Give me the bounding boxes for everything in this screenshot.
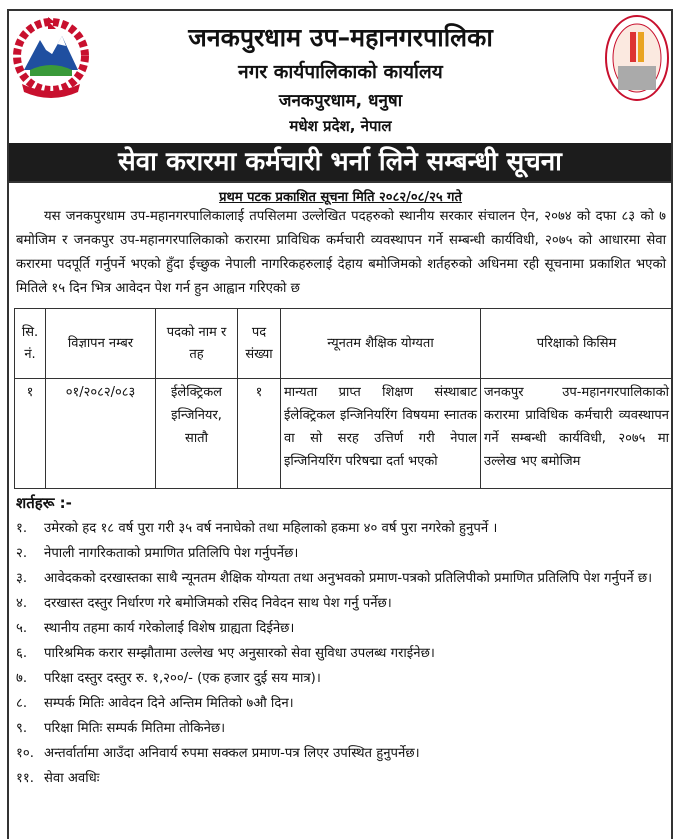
vacancy-table — [14, 308, 673, 489]
conditions-list — [16, 516, 666, 791]
publish-date: प्रथम पटक प्रकाशित सूचना मिति २०८२/०८/२५ गते — [219, 190, 462, 205]
org-name: जनकपुरधाम उप–महानगरपालिका — [188, 23, 493, 52]
condition-item — [16, 616, 666, 641]
conditions-section — [16, 490, 666, 791]
condition-number: ९. — [16, 721, 28, 736]
notice-title: सेवा करारमा कर्मचारी भर्ना लिने सम्बन्धी सूचना — [9, 143, 671, 181]
table-header-row — [15, 309, 673, 379]
cell-count: १ — [238, 379, 281, 489]
cell-exam-type: जनकपुर उप-महानगरपालिकाको करारमा प्राविधिक कर्मचारी व्यवस्थापन गर्ने सम्बन्धी कार्यविधी, २०७५ मा उल्लेख भए बमोजिम — [481, 379, 673, 489]
condition-number: ११. — [16, 771, 34, 786]
condition-text: उमेरको हद १८ वर्ष पुरा गरी ३५ वर्ष ननाघेको तथा महिलाको हकमा ४० वर्ष पुरा नगरेको हुनुपर्ने । — [44, 521, 498, 536]
cell-qualification: मान्यता प्राप्त शिक्षण संस्थाबाट ईलेक्ट्रिकल इन्जिनियरिंग विषयमा स्नातक वा सो सरह उत्तिर्ण गरी नेपाल इन्जिनियरिंग परिषद्मा दर्ता भएको — [281, 379, 481, 489]
province-name: मधेश प्रदेश, नेपाल — [289, 117, 392, 135]
condition-number: ३. — [16, 571, 28, 586]
condition-item — [16, 766, 666, 791]
condition-text: सम्पर्क मितिः आवेदन दिने अन्तिम मितिको ७औ दिन। — [44, 696, 294, 711]
condition-number: ७. — [16, 671, 28, 686]
col-header-count: पद संख्या — [238, 309, 281, 379]
condition-item — [16, 741, 666, 766]
conditions-heading: शर्तहरू :- — [16, 494, 72, 512]
condition-text: परिक्षा दस्तुर दस्तुर रु. १,२००/- (एक हजार दुई सय मात्र)। — [44, 671, 321, 686]
cell-post: ईलेक्ट्रिकल इन्जिनियर, सातौ — [156, 379, 238, 489]
condition-item — [16, 716, 666, 741]
col-header-post: पदको नाम र तह — [156, 309, 238, 379]
condition-text: नेपाली नागरिकताको प्रमाणित प्रतिलिपि पेश गर्नुपर्नेछ। — [44, 546, 299, 561]
condition-item — [16, 541, 666, 566]
cell-sn: १ — [15, 379, 46, 489]
condition-number: ५. — [16, 621, 28, 636]
condition-item — [16, 516, 666, 541]
condition-item — [16, 566, 666, 591]
condition-text: परिक्षा मितिः सम्पर्क मितिमा तोकिनेछ। — [44, 721, 226, 736]
condition-text: स्थानीय तहमा कार्य गरेकोलाई विशेष ग्राह्यता दिईनेछ। — [44, 621, 295, 636]
condition-text: सेवा अवधिः — [44, 771, 100, 786]
condition-number: ६. — [16, 646, 28, 661]
col-header-exam-type: परिक्षाको किसिम — [481, 309, 673, 379]
condition-text: अन्तर्वार्तामा आउँदा अनिवार्य रुपमा सक्कल प्रमाण-पत्र लिएर उपस्थित हुनुपर्नेछ। — [44, 746, 420, 761]
condition-number: २. — [16, 546, 28, 561]
condition-number: १. — [16, 521, 28, 536]
condition-item — [16, 691, 666, 716]
divider — [9, 181, 671, 183]
city-name: जनकपुरधाम, धनुषा — [278, 91, 403, 111]
cell-ad-number: ०१/२०८२/०८३ — [46, 379, 156, 489]
condition-number: ४. — [16, 596, 28, 611]
col-header-sn: सि. नं. — [15, 309, 46, 379]
table-row — [15, 379, 673, 489]
office-name: नगर कार्यपालिकाको कार्यालय — [238, 61, 443, 83]
condition-text: दरखास्त दस्तुर निर्धारण गरे बमोजिमको रसिद निवेदन साथ पेश गर्नु पर्नेछ। — [44, 596, 392, 611]
col-header-ad-number: विज्ञापन नम्बर — [46, 309, 156, 379]
condition-text: पारिश्रमिक करार सम्झौतामा उल्लेख भए अनुसारको सेवा सुविधा उपलब्ध गराईनेछ। — [44, 646, 435, 661]
intro-paragraph: यस जनकपुरधाम उप-महानगरपालिकालाई तपसिलमा उल्लेखित पदहरुको स्थानीय सरकार संचालन ऐन, २०७४ को दफा ८३ को ७ बमोजिम र जनकपुर उप-महानगरपालिकाको करारमा प्राविधिक कर्मचारी व्यवस्थापन गर्ने सम्बन्धी कार्यविधी, २०७५ को आधारमा सेवा करारमा पदपूर्ति गर्नुपर्ने भएको हुँदा ईच्छुक नेपाली नागरिकहरुलाई देहाय बमोजिमको शर्तहरुको अधिनमा रही सूचनामा प्रकाशित भएको मितिले १५ दिन भित्र आवेदन पेश गर्न हुन आह्वान गरिएको छ — [16, 209, 666, 296]
condition-item — [16, 641, 666, 666]
condition-number: १०. — [16, 746, 34, 761]
condition-item — [16, 591, 666, 616]
condition-text: आवेदकको दरखास्तका साथै न्यूनतम शैक्षिक योग्यता तथा अनुभवको प्रमाण-पत्रको प्रतिलिपीको प्रमाणित प्रतिलिपि पेश गर्नुपर्ने छ। — [44, 571, 653, 586]
condition-number: ८. — [16, 696, 28, 711]
col-header-qualification: न्यूनतम शैक्षिक योग्यता — [281, 309, 481, 379]
condition-item — [16, 666, 666, 691]
